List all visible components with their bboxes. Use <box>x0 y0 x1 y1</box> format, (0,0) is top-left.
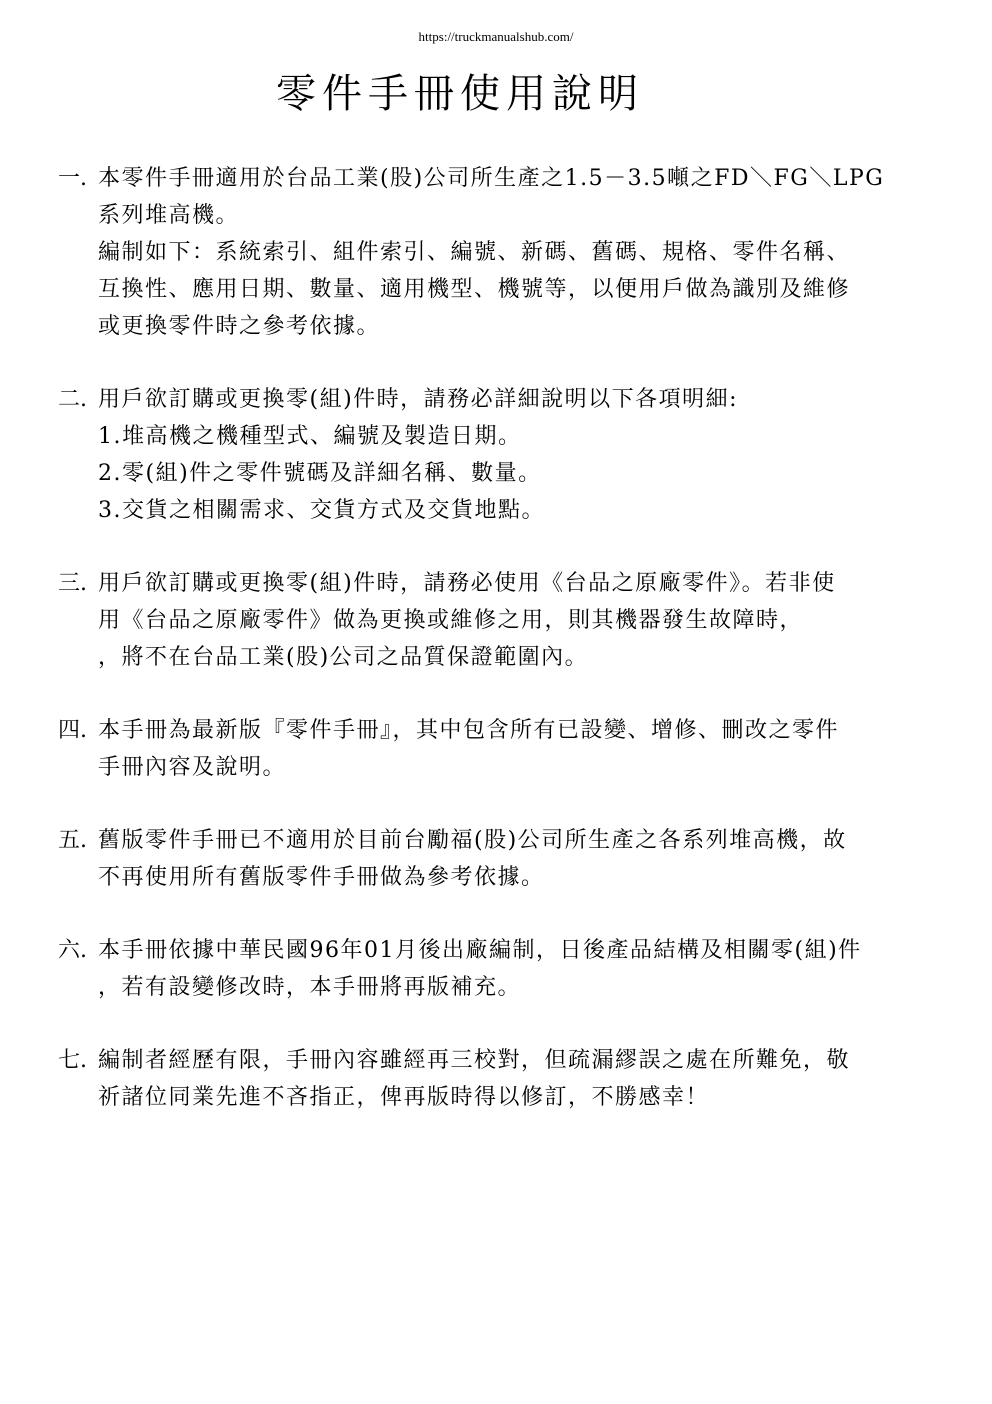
section-line: 本手冊為最新版『零件手冊』，其中包含所有已設變、增修、刪改之零件 <box>98 718 840 743</box>
section-line: 舊版零件手冊已不適用於目前台勵福(股)公司所生產之各系列堆高機，故 <box>98 828 847 853</box>
section-number: 六. <box>58 938 87 963</box>
section-number: 五. <box>58 828 87 853</box>
section-line: 用戶欲訂購或更換零(組)件時，請務必使用《台品之原廠零件》。若非使 <box>98 571 836 596</box>
section-body <box>98 712 958 786</box>
instructions-list <box>58 160 958 1152</box>
page-title: 零件手冊使用說明 <box>276 71 644 117</box>
section-line: 互換性、應用日期、數量、適用機型、機號等，以便用戶做為識別及維修 <box>98 277 851 302</box>
section-line: 編制者經歷有限，手冊內容雖經再三校對，但疏漏繆誤之處在所難免，敬 <box>98 1048 851 1073</box>
header-url: https://truckmanualshub.com/ <box>418 29 574 44</box>
section-body <box>98 160 958 345</box>
section-line: 系列堆高機。 <box>98 203 240 228</box>
section-line: 不再使用所有舊版零件手冊做為參考依據。 <box>98 865 545 890</box>
section-body <box>98 822 958 896</box>
section-body <box>98 932 958 1006</box>
section-number: 四. <box>58 718 87 743</box>
section-2 <box>58 381 958 529</box>
section-body <box>98 1042 958 1116</box>
section-line: ，若有設變修改時，本手冊將再版補充。 <box>98 975 522 1000</box>
section-6 <box>58 932 958 1006</box>
section-line: 用戶欲訂購或更換零(組)件時，請務必詳細說明以下各項明細: <box>98 387 739 412</box>
section-number: 三. <box>58 571 87 596</box>
section-number: 七. <box>58 1048 87 1073</box>
section-line: ，將不在台品工業(股)公司之品質保證範圍內。 <box>98 645 589 670</box>
section-body <box>98 565 958 676</box>
section-body <box>98 381 958 529</box>
section-line: 手冊內容及說明。 <box>98 755 287 780</box>
section-line: 祈諸位同業先進不吝指正，俾再版時得以修訂，不勝感幸！ <box>98 1085 710 1110</box>
section-4 <box>58 712 958 786</box>
section-line: 2.零(組)件之零件號碼及詳細名稱、數量。 <box>98 461 542 486</box>
section-number: 一. <box>58 166 87 191</box>
section-line: 本手冊依據中華民國96年01月後出廠編制，日後產品結構及相關零(組)件 <box>98 938 862 963</box>
section-number: 二. <box>58 387 87 412</box>
section-5 <box>58 822 958 896</box>
section-line: 或更換零件時之參考依據。 <box>98 314 381 339</box>
section-line: 1.堆高機之機種型式、編號及製造日期。 <box>98 424 522 449</box>
section-line: 3.交貨之相關需求、交貨方式及交貨地點。 <box>98 498 545 523</box>
section-line: 本零件手冊適用於台品工業(股)公司所生產之1.5－3.5噸之FD＼FG＼LPG <box>98 166 885 191</box>
section-line: 編制如下：系統索引、組件索引、編號、新碼、舊碼、規格、零件名稱、 <box>98 240 851 265</box>
section-1 <box>58 160 958 345</box>
section-line: 用《台品之原廠零件》做為更換或維修之用，則其機器發生故障時， <box>98 608 804 633</box>
section-7 <box>58 1042 958 1116</box>
section-3 <box>58 565 958 676</box>
